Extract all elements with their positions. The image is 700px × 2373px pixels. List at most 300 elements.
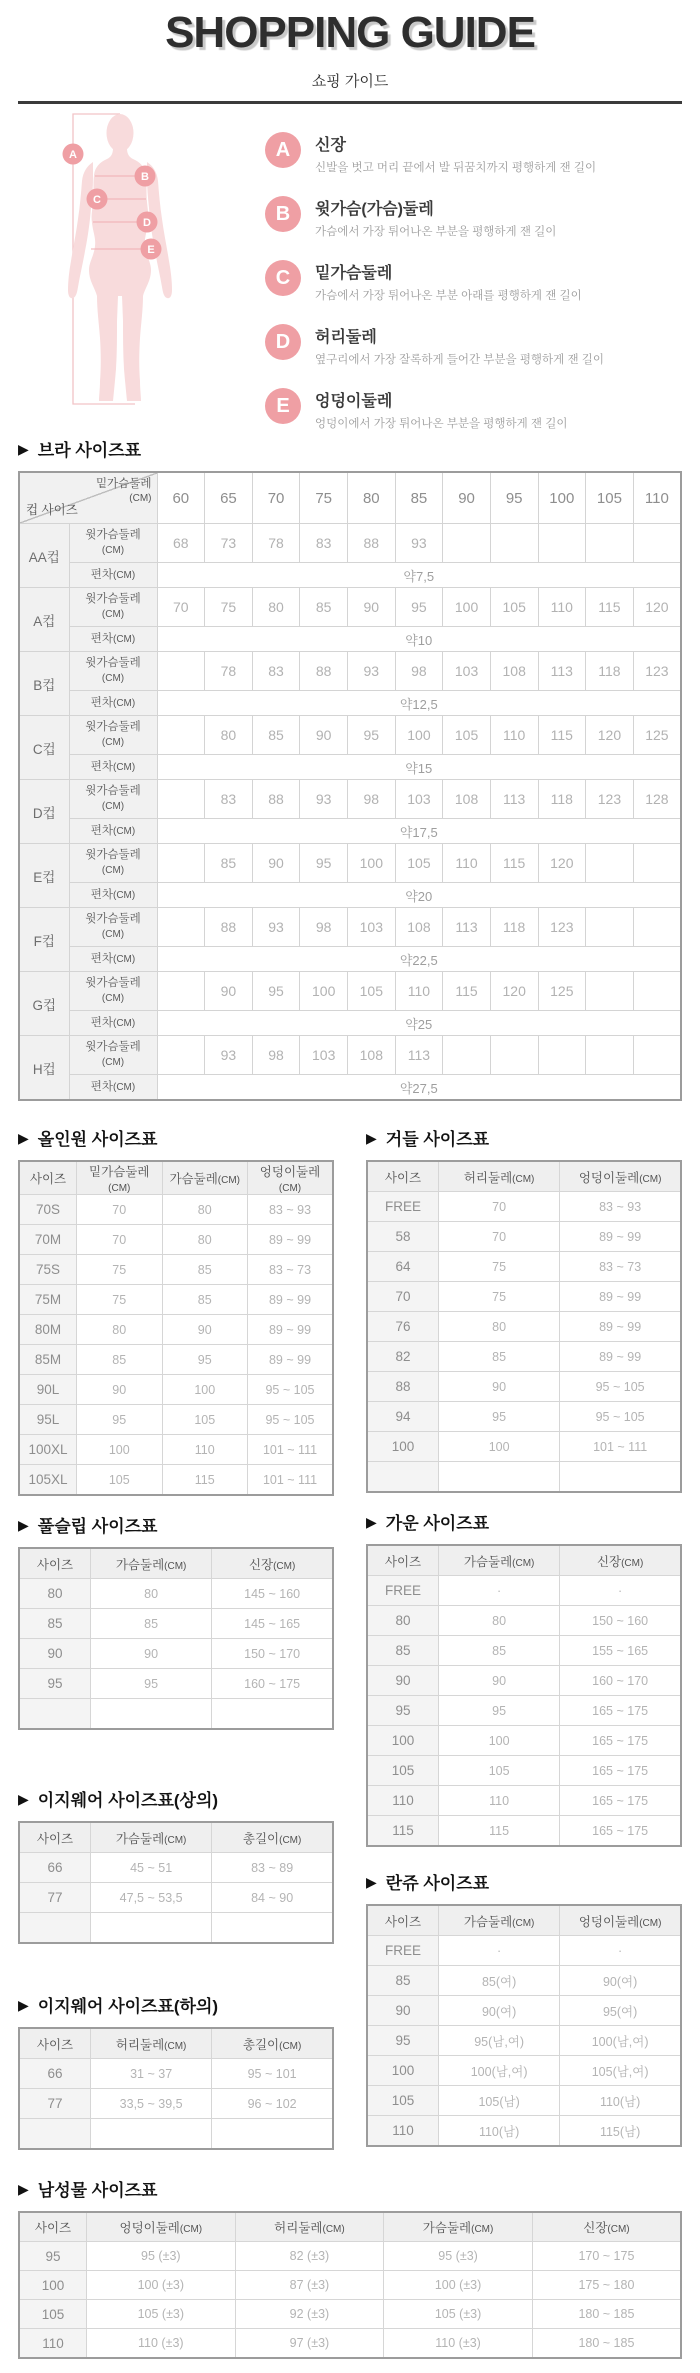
- cell-value: 82 (±3): [235, 2242, 384, 2271]
- cup-deviation-row: [19, 755, 681, 780]
- cell-value: 33,5 ~ 39,5: [91, 2089, 212, 2119]
- row-size-label: 80M: [19, 1315, 77, 1345]
- cell-value: 105(남): [439, 2086, 560, 2116]
- measure-name: 엉덩이둘레: [315, 393, 393, 410]
- cell-value: 115: [162, 1465, 248, 1496]
- cell-value: 70: [439, 1192, 560, 1222]
- cell-value: ·: [560, 1936, 681, 1966]
- cell-value: 85: [91, 1609, 212, 1639]
- cell-value: 155 ~ 165: [560, 1636, 681, 1666]
- row-size-label: 100: [19, 2271, 87, 2300]
- table-row: [19, 1375, 333, 1405]
- row-size-label: 75M: [19, 1285, 77, 1315]
- section-allinone: [18, 1125, 334, 1496]
- row-size-label: 100XL: [19, 1435, 77, 1465]
- row-size-label: 90L: [19, 1375, 77, 1405]
- bust-row-label: 윗가슴둘레(CM): [69, 524, 157, 563]
- girdle-size-table: [366, 1160, 682, 1493]
- gown-size-table: [366, 1544, 682, 1847]
- cell-value: [91, 1913, 212, 1944]
- bust-value: 128: [633, 780, 681, 819]
- row-size-label: 85: [367, 1636, 439, 1666]
- right-column: [366, 1125, 682, 2166]
- cell-value: 70: [439, 1222, 560, 1252]
- bust-value: 83: [300, 524, 348, 563]
- legend-text: [315, 196, 556, 239]
- bust-value: [586, 972, 634, 1011]
- cell-value: 150 ~ 170: [212, 1639, 333, 1669]
- deviation-row-label: 편차(CM): [69, 627, 157, 652]
- cell-value: 100: [162, 1375, 248, 1405]
- cell-value: [439, 1462, 560, 1493]
- bust-value: 80: [205, 716, 253, 755]
- triangle-marker-icon: ▶: [18, 1790, 29, 1807]
- bust-value: 98: [300, 908, 348, 947]
- cell-value: [91, 1699, 212, 1730]
- triangle-marker-icon: ▶: [18, 1516, 29, 1533]
- table-row: [19, 1609, 333, 1639]
- bust-value: 88: [300, 652, 348, 691]
- bust-value: 105: [443, 716, 491, 755]
- deviation-value: 약27,5: [157, 1075, 681, 1101]
- triangle-marker-icon: ▶: [18, 2180, 29, 2197]
- bust-value: 68: [157, 524, 205, 563]
- cup-bust-row: [19, 588, 681, 627]
- cell-value: 165 ~ 175: [560, 1816, 681, 1847]
- bust-value: [443, 1036, 491, 1075]
- cell-value: 170 ~ 175: [532, 2242, 681, 2271]
- column-header: 가슴둘레(CM): [439, 1905, 560, 1936]
- cup-name: E컵: [19, 844, 69, 908]
- cell-value: 110: [439, 1786, 560, 1816]
- cell-value: 31 ~ 37: [91, 2059, 212, 2089]
- table-row: [19, 1435, 333, 1465]
- bust-value: 75: [205, 588, 253, 627]
- bust-value: [490, 524, 538, 563]
- table-row: [19, 2271, 681, 2300]
- section-easywear-bottom: [18, 1992, 334, 2150]
- cell-value: 95 ~ 105: [560, 1372, 681, 1402]
- header-row: [367, 1161, 681, 1192]
- measure-name: 밑가슴둘레: [315, 265, 393, 282]
- band-header-row: [19, 472, 681, 524]
- cup-bust-row: [19, 780, 681, 819]
- bust-value: 108: [395, 908, 443, 947]
- band-size-header: 90: [443, 472, 491, 524]
- legend-marker-b: B: [265, 196, 301, 232]
- triangle-marker-icon: ▶: [18, 1129, 29, 1146]
- bust-value: 95: [395, 588, 443, 627]
- left-column: [18, 1125, 334, 2166]
- body-silhouette-illustration: [55, 106, 187, 406]
- cell-value: 95(여): [560, 1996, 681, 2026]
- measure-desc: 가슴에서 가장 튀어나온 부분 아래를 평행하게 잰 길이: [315, 290, 582, 302]
- bust-value: 110: [443, 844, 491, 883]
- row-size-label: 90: [367, 1996, 439, 2026]
- cell-value: 90: [439, 1666, 560, 1696]
- cup-bust-row: [19, 844, 681, 883]
- row-size-label: 82: [367, 1342, 439, 1372]
- cell-value: 100 (±3): [384, 2271, 533, 2300]
- table-row: [367, 1432, 681, 1462]
- bust-value: 103: [443, 652, 491, 691]
- column-header: 엉덩이둘레(CM): [560, 1905, 681, 1936]
- legend-text: [315, 324, 604, 367]
- bust-row-label: 윗가슴둘레(CM): [69, 716, 157, 755]
- cell-value: 115: [439, 1816, 560, 1847]
- cup-bust-row: [19, 652, 681, 691]
- bust-value: [586, 1036, 634, 1075]
- table-row: [19, 1639, 333, 1669]
- cell-value: 80: [439, 1312, 560, 1342]
- measure-desc: 가슴에서 가장 튀어나온 부분을 평행하게 잰 길이: [315, 226, 557, 238]
- row-size-label: 90: [19, 1639, 91, 1669]
- cell-value: 95: [77, 1405, 163, 1435]
- table-row: [367, 1252, 681, 1282]
- row-size-label: 77: [19, 2089, 91, 2119]
- body-figure: [18, 106, 245, 412]
- section-title-lanju: [366, 1869, 682, 1894]
- bust-value: 113: [490, 780, 538, 819]
- triangle-marker-icon: ▶: [18, 440, 29, 457]
- bust-value: 123: [633, 652, 681, 691]
- figure-marker-b: B: [141, 171, 149, 183]
- deviation-row-label: 편차(CM): [69, 691, 157, 716]
- section-easywear-top: [18, 1786, 334, 1944]
- section-title-allinone: [18, 1125, 334, 1150]
- bust-value: [633, 524, 681, 563]
- bust-row-label: 윗가슴둘레(CM): [69, 1036, 157, 1075]
- legend-marker-c: C: [265, 260, 301, 296]
- column-header: 엉덩이둘레(CM): [248, 1161, 334, 1195]
- band-size-header: 75: [300, 472, 348, 524]
- cell-value: 84 ~ 90: [212, 1883, 333, 1913]
- table-row: [19, 1913, 333, 1944]
- table-row: [367, 1816, 681, 1847]
- table-row: [367, 1756, 681, 1786]
- cell-value: 90: [162, 1315, 248, 1345]
- cell-value: 90(여): [439, 1996, 560, 2026]
- band-size-header: 95: [490, 472, 538, 524]
- cell-value: 180 ~ 185: [532, 2329, 681, 2359]
- bust-value: 100: [300, 972, 348, 1011]
- cell-value: 165 ~ 175: [560, 1696, 681, 1726]
- bust-row-label: 윗가슴둘레(CM): [69, 652, 157, 691]
- cell-value: 92 (±3): [235, 2300, 384, 2329]
- cell-value: 80: [439, 1606, 560, 1636]
- cell-value: 100(남,여): [560, 2026, 681, 2056]
- column-header: 가슴둘레(CM): [91, 1548, 212, 1579]
- deviation-row-label: 편차(CM): [69, 883, 157, 908]
- cell-value: 105 (±3): [87, 2300, 236, 2329]
- column-header: 가슴둘레(CM): [162, 1161, 248, 1195]
- cell-value: [212, 2119, 333, 2150]
- row-size-label: 95: [367, 1696, 439, 1726]
- easywear-top-size-table: [18, 1821, 334, 1944]
- bust-row-label: 윗가슴둘레(CM): [69, 588, 157, 627]
- cell-value: 90(여): [560, 1966, 681, 1996]
- bust-value: 88: [252, 780, 300, 819]
- row-size-label: [19, 1913, 91, 1944]
- table-row: [19, 1579, 333, 1609]
- row-size-label: [19, 1699, 91, 1730]
- table-row: [367, 2026, 681, 2056]
- cell-value: 95 ~ 105: [248, 1375, 334, 1405]
- bust-value: 108: [348, 1036, 396, 1075]
- table-row: [19, 1315, 333, 1345]
- row-size-label: [19, 2119, 91, 2150]
- cell-value: 75: [77, 1285, 163, 1315]
- bust-value: 123: [586, 780, 634, 819]
- column-header: 사이즈: [19, 2212, 87, 2242]
- cell-value: 45 ~ 51: [91, 1853, 212, 1883]
- cup-name: C컵: [19, 716, 69, 780]
- cell-value: 100(남,여): [439, 2056, 560, 2086]
- deviation-value: 약22,5: [157, 947, 681, 972]
- cell-value: 89 ~ 99: [248, 1285, 334, 1315]
- bust-value: 85: [300, 588, 348, 627]
- table-row: [367, 1996, 681, 2026]
- row-size-label: 110: [367, 1786, 439, 1816]
- bust-value: 113: [443, 908, 491, 947]
- table-row: [19, 2119, 333, 2150]
- table-row: [19, 1195, 333, 1225]
- size-tables-columns: [18, 1125, 682, 2166]
- row-size-label: 66: [19, 1853, 91, 1883]
- bust-value: 93: [205, 1036, 253, 1075]
- cell-value: 89 ~ 99: [560, 1222, 681, 1252]
- section-title-text: 거들 사이즈표: [385, 1130, 490, 1149]
- bust-value: 95: [252, 972, 300, 1011]
- bust-value: 115: [538, 716, 586, 755]
- bust-value: 115: [490, 844, 538, 883]
- corner-label-cup-size: 컵 사이즈: [26, 503, 78, 517]
- row-size-label: 100: [367, 2056, 439, 2086]
- cell-value: 160 ~ 175: [212, 1669, 333, 1699]
- table-row: [19, 1669, 333, 1699]
- cell-value: 83 ~ 93: [560, 1192, 681, 1222]
- legend-item-height: [265, 132, 682, 175]
- cell-value: 101 ~ 111: [248, 1435, 334, 1465]
- row-size-label: 76: [367, 1312, 439, 1342]
- cup-name: H컵: [19, 1036, 69, 1101]
- bust-value: 123: [538, 908, 586, 947]
- column-header: 밑가슴둘레(CM): [77, 1161, 163, 1195]
- corner-label-underbust: 밑가슴둘레(CM): [95, 478, 152, 505]
- section-title-text: 남성물 사이즈표: [37, 2181, 158, 2200]
- legend-text: [315, 132, 596, 175]
- legend-text: [315, 260, 582, 303]
- cell-value: 87 (±3): [235, 2271, 384, 2300]
- deviation-row-label: 편차(CM): [69, 819, 157, 844]
- legend-marker-e: E: [265, 388, 301, 424]
- cell-value: [212, 1913, 333, 1944]
- table-row: [19, 2329, 681, 2359]
- bust-value: 100: [348, 844, 396, 883]
- bust-value: [157, 780, 205, 819]
- row-size-label: 95: [367, 2026, 439, 2056]
- row-size-label: 95: [19, 1669, 91, 1699]
- table-row: [367, 1666, 681, 1696]
- cell-value: 70: [77, 1225, 163, 1255]
- cell-value: 105: [439, 1756, 560, 1786]
- cup-name: F컵: [19, 908, 69, 972]
- cell-value: 101 ~ 111: [560, 1432, 681, 1462]
- cell-value: 150 ~ 160: [560, 1606, 681, 1636]
- cup-deviation-row: [19, 1011, 681, 1036]
- section-lanju: [366, 1869, 682, 2147]
- cup-deviation-row: [19, 627, 681, 652]
- bust-value: [586, 908, 634, 947]
- bust-value: 85: [252, 716, 300, 755]
- bust-value: 98: [348, 780, 396, 819]
- shopping-guide-page: [0, 8, 700, 2373]
- bust-value: 85: [205, 844, 253, 883]
- row-size-label: 85: [367, 1966, 439, 1996]
- column-header: 총길이(CM): [212, 2028, 333, 2059]
- deviation-value: 약12,5: [157, 691, 681, 716]
- cell-value: ·: [439, 1936, 560, 1966]
- table-row: [367, 1636, 681, 1666]
- cell-value: 105 (±3): [384, 2300, 533, 2329]
- cell-value: 89 ~ 99: [560, 1282, 681, 1312]
- cell-value: 95: [162, 1345, 248, 1375]
- measure-desc: 엉덩이에서 가장 튀어나온 부분을 평행하게 잰 길이: [315, 418, 568, 430]
- cell-value: [91, 2119, 212, 2150]
- bust-value: 93: [395, 524, 443, 563]
- bust-value: 80: [252, 588, 300, 627]
- triangle-marker-icon: ▶: [18, 1996, 29, 2013]
- cell-value: 180 ~ 185: [532, 2300, 681, 2329]
- deviation-row-label: 편차(CM): [69, 947, 157, 972]
- table-row: [367, 2116, 681, 2147]
- section-fullslip: [18, 1512, 334, 1730]
- cup-deviation-row: [19, 947, 681, 972]
- cell-value: 80: [162, 1195, 248, 1225]
- bust-value: 105: [348, 972, 396, 1011]
- bust-value: 125: [538, 972, 586, 1011]
- bust-value: 93: [348, 652, 396, 691]
- cell-value: 105: [162, 1405, 248, 1435]
- cell-value: 101 ~ 111: [248, 1465, 334, 1496]
- bust-value: [157, 844, 205, 883]
- bust-value: 83: [205, 780, 253, 819]
- bust-value: 90: [300, 716, 348, 755]
- figure-marker-c: C: [93, 194, 101, 206]
- table-row: [19, 1225, 333, 1255]
- column-header: 사이즈: [19, 1822, 91, 1853]
- cell-value: 165 ~ 175: [560, 1756, 681, 1786]
- table-row: [367, 2086, 681, 2116]
- column-header: 사이즈: [367, 1161, 439, 1192]
- column-header: 사이즈: [19, 1161, 77, 1195]
- row-size-label: 70S: [19, 1195, 77, 1225]
- header-row: [19, 1548, 333, 1579]
- table-row: [19, 2089, 333, 2119]
- column-header: 허리둘레(CM): [91, 2028, 212, 2059]
- section-title-text: 이지웨어 사이즈표(상의): [37, 1791, 219, 1810]
- column-header: 가슴둘레(CM): [91, 1822, 212, 1853]
- cup-deviation-row: [19, 819, 681, 844]
- row-size-label: 70: [367, 1282, 439, 1312]
- bust-value: 90: [348, 588, 396, 627]
- bust-value: 78: [252, 524, 300, 563]
- bust-value: [538, 1036, 586, 1075]
- page-title: SHOPPING GUIDE: [165, 8, 535, 57]
- bust-value: 93: [300, 780, 348, 819]
- cup-deviation-row: [19, 563, 681, 588]
- triangle-marker-icon: ▶: [366, 1873, 377, 1890]
- cell-value: 70: [77, 1195, 163, 1225]
- bust-value: 125: [633, 716, 681, 755]
- bust-value: [633, 1036, 681, 1075]
- table-row: [367, 1462, 681, 1493]
- cell-value: 80: [91, 1579, 212, 1609]
- cell-value: 160 ~ 170: [560, 1666, 681, 1696]
- cell-value: 83 ~ 73: [560, 1252, 681, 1282]
- bust-row-label: 윗가슴둘레(CM): [69, 844, 157, 883]
- table-row: [367, 1192, 681, 1222]
- legend-item-waist: [265, 324, 682, 367]
- deviation-value: 약20: [157, 883, 681, 908]
- bust-value: [157, 908, 205, 947]
- row-size-label: 85M: [19, 1345, 77, 1375]
- table-row: [367, 1696, 681, 1726]
- triangle-marker-icon: ▶: [366, 1513, 377, 1530]
- page-header: [18, 8, 682, 91]
- cell-value: 80: [162, 1225, 248, 1255]
- table-row: [19, 1405, 333, 1435]
- figure-marker-d: D: [143, 217, 151, 229]
- table-row: [367, 1282, 681, 1312]
- bust-value: [633, 972, 681, 1011]
- section-title-text: 올인원 사이즈표: [37, 1130, 158, 1149]
- cup-deviation-row: [19, 1075, 681, 1101]
- cell-value: 145 ~ 160: [212, 1579, 333, 1609]
- table-row: [19, 1853, 333, 1883]
- cell-value: 85(여): [439, 1966, 560, 1996]
- band-size-header: 85: [395, 472, 443, 524]
- cup-name: A컵: [19, 588, 69, 652]
- bust-value: 78: [205, 652, 253, 691]
- cell-value: 89 ~ 99: [560, 1342, 681, 1372]
- bust-value: 93: [252, 908, 300, 947]
- cell-value: 165 ~ 175: [560, 1726, 681, 1756]
- bust-value: 113: [538, 652, 586, 691]
- corner-cell: [19, 472, 157, 524]
- cup-bust-row: [19, 972, 681, 1011]
- deviation-value: 약17,5: [157, 819, 681, 844]
- cell-value: 85: [77, 1345, 163, 1375]
- cell-value: 95: [439, 1402, 560, 1432]
- column-header: 신장(CM): [532, 2212, 681, 2242]
- lanju-size-table: [366, 1904, 682, 2147]
- band-size-header: 100: [538, 472, 586, 524]
- row-size-label: FREE: [367, 1936, 439, 1966]
- bust-value: 105: [490, 588, 538, 627]
- bust-value: [586, 524, 634, 563]
- row-size-label: 66: [19, 2059, 91, 2089]
- cell-value: 85: [439, 1636, 560, 1666]
- bust-value: [490, 1036, 538, 1075]
- column-header: 사이즈: [367, 1545, 439, 1576]
- cell-value: 115(남): [560, 2116, 681, 2147]
- bust-value: 108: [443, 780, 491, 819]
- column-header: 허리둘레(CM): [235, 2212, 384, 2242]
- cell-value: 95 (±3): [384, 2242, 533, 2271]
- measure-desc: 신발을 벗고 머리 끝에서 발 뒤꿈치까지 평행하게 잰 길이: [315, 162, 597, 174]
- legend-item-hip: [265, 388, 682, 431]
